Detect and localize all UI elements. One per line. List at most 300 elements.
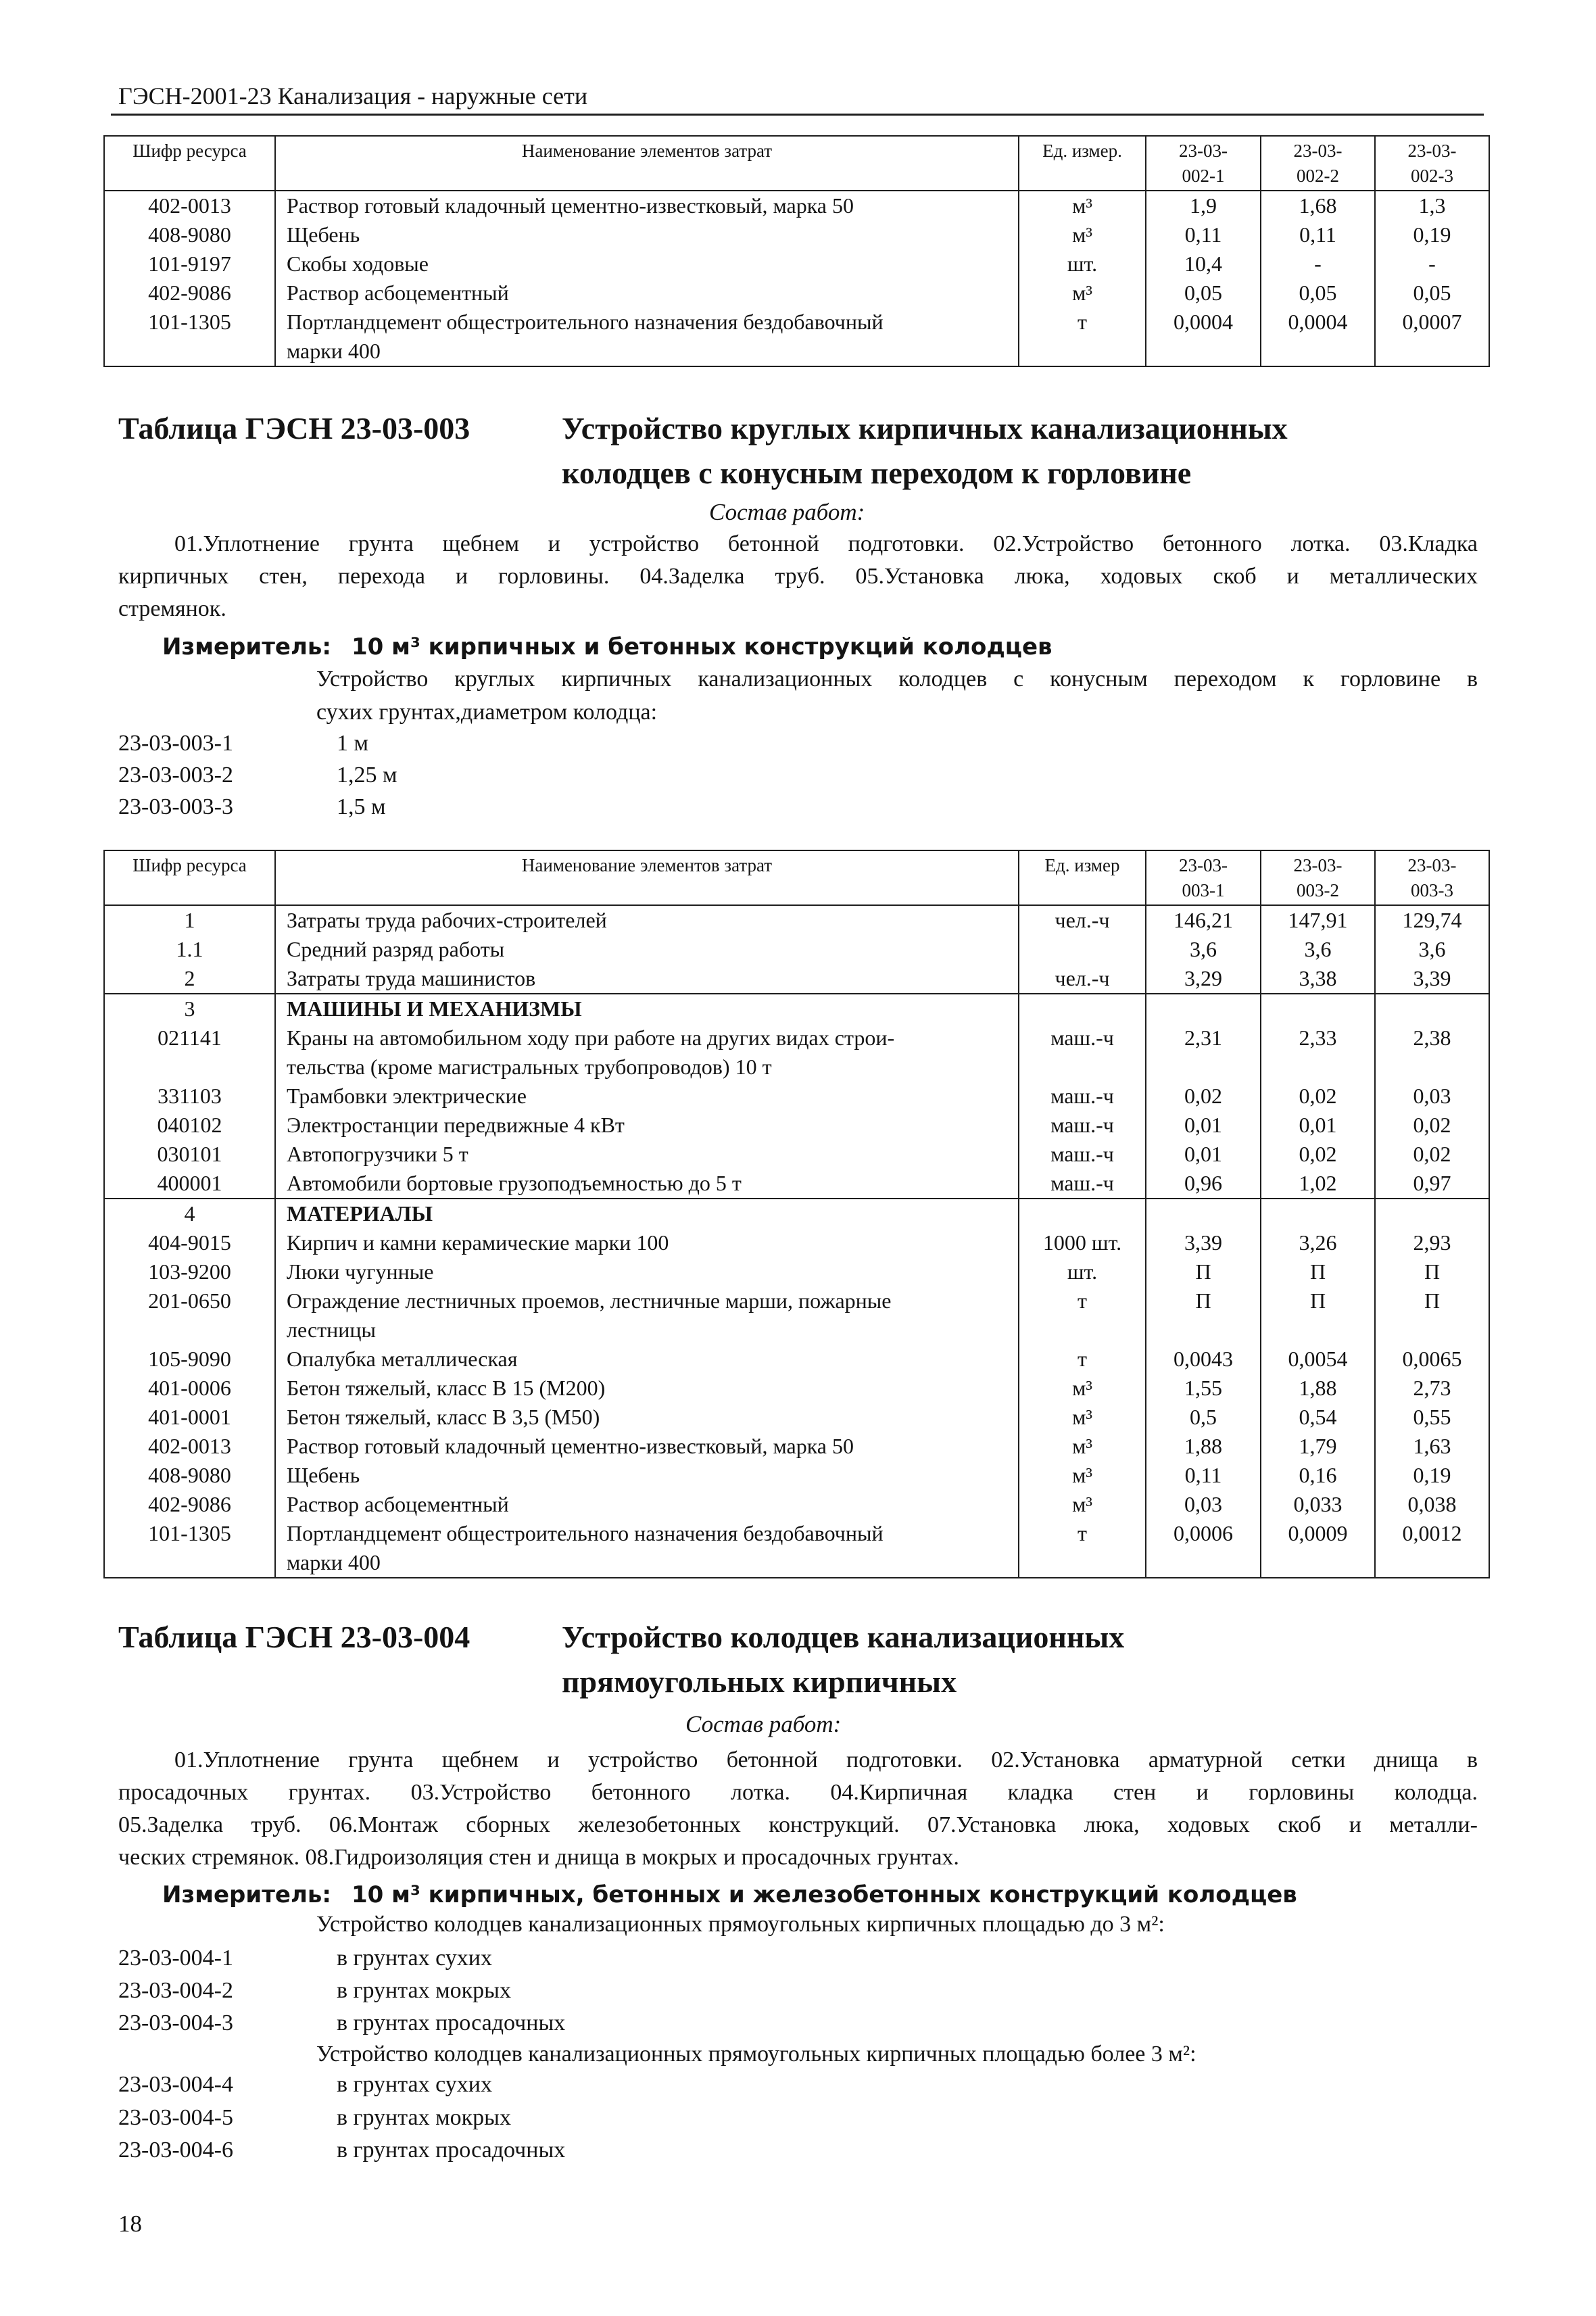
work-composition-label: Состав работ: — [709, 499, 865, 525]
norm-code: 23-03-004-5 — [118, 2105, 233, 2130]
cell-text: 23-03- — [1179, 141, 1228, 161]
name-cell — [274, 935, 1018, 964]
cell-text: маш.-ч — [1050, 1113, 1114, 1137]
value-3-cell — [1374, 1374, 1489, 1403]
name-cell — [274, 1461, 1018, 1490]
value-3-cell — [1374, 1023, 1489, 1082]
name-cell — [274, 1111, 1018, 1140]
value-2-cell — [1260, 220, 1374, 249]
cell-text: Шифр ресурса — [132, 141, 247, 161]
value-3-cell — [1374, 1286, 1489, 1345]
cell-text: П — [1424, 1259, 1441, 1284]
cell-text: 0,0043 — [1174, 1347, 1233, 1371]
cell-text: Люки чугунные — [287, 1259, 434, 1284]
cell-text: Портландцемент общестроительного назначения бездобавочный — [287, 1521, 884, 1545]
cell-text: 0,0006 — [1174, 1521, 1233, 1545]
norm-item — [118, 791, 1267, 823]
code-cell — [105, 1228, 274, 1257]
header-value-3-cell — [1374, 137, 1489, 190]
cell-text: 3,39 — [1413, 966, 1451, 990]
work-description-line: стремянок. — [118, 596, 226, 621]
name-cell — [274, 1519, 1018, 1577]
unit-cell — [1018, 964, 1145, 993]
measure-unit-value: 10 м³ кирпичных, бетонных и железобетонных конструкций колодцев — [352, 1881, 1297, 1908]
cell-text: 400001 — [157, 1171, 222, 1195]
header-value-2-cell — [1260, 851, 1374, 904]
cell-text: 3,39 — [1184, 1230, 1222, 1255]
value-2-cell — [1260, 964, 1374, 993]
cell-text: 0,0007 — [1402, 310, 1462, 334]
cell-text: т — [1078, 1288, 1087, 1313]
cell-text: 408-9080 — [148, 222, 231, 247]
value-1-cell — [1145, 1023, 1260, 1082]
work-description-line: 05.Заделка труб. 06.Монтаж сборных железобетонных конструкций. 07.Установка люка, ходовых скоб и металли- — [118, 1812, 1478, 1837]
value-1-cell — [1145, 1374, 1260, 1403]
norm-item — [118, 1975, 1267, 2007]
cell-text: 129,74 — [1402, 908, 1462, 932]
table-row — [105, 1082, 1489, 1111]
value-1-cell — [1145, 1286, 1260, 1345]
header-name-cell — [274, 137, 1018, 190]
value-3-cell — [1374, 249, 1489, 279]
cell-text: м³ — [1072, 1434, 1092, 1458]
value-3-cell — [1374, 964, 1489, 993]
cell-text: т — [1078, 1347, 1087, 1371]
cell-text: 201-0650 — [148, 1288, 231, 1313]
code-cell — [105, 308, 274, 366]
value-3-cell — [1374, 994, 1489, 1023]
name-cell — [274, 279, 1018, 308]
value-1-cell — [1145, 249, 1260, 279]
norm-item — [118, 759, 1267, 792]
unit-cell — [1018, 906, 1145, 935]
unit-cell — [1018, 1082, 1145, 1111]
cell-text: 0,0012 — [1402, 1521, 1462, 1545]
cell-text: 2,73 — [1413, 1376, 1451, 1400]
cell-text: 003-2 — [1297, 880, 1339, 900]
cell-text: 146,21 — [1174, 908, 1233, 932]
unit-cell — [1018, 1461, 1145, 1490]
unit-cell — [1018, 1490, 1145, 1519]
value-1-cell — [1145, 1228, 1260, 1257]
cell-text: 0,0054 — [1288, 1347, 1348, 1371]
cell-text: Наименование элементов затрат — [521, 855, 773, 875]
value-2-cell — [1260, 1403, 1374, 1432]
code-cell — [105, 906, 274, 935]
table-label: Таблица ГЭСН 23-03-004 — [118, 1620, 470, 1654]
table-row-group — [105, 1199, 1489, 1577]
cell-text — [1264, 994, 1372, 1023]
name-cell — [274, 906, 1018, 935]
cell-text: 1,3 — [1418, 193, 1446, 218]
cell-text: 030101 — [157, 1142, 222, 1166]
cell-text: 23-03- — [1407, 141, 1457, 161]
value-2-cell — [1260, 1286, 1374, 1345]
cell-text: 1,9 — [1190, 193, 1217, 218]
table-row-group — [105, 994, 1489, 1199]
cell-text: П — [1309, 1259, 1326, 1284]
cell-text: шт. — [1067, 251, 1098, 276]
cell-text: 0,11 — [1299, 222, 1336, 247]
value-3-cell — [1374, 1228, 1489, 1257]
cell-text: 0,05 — [1184, 281, 1222, 305]
page-number: 18 — [118, 2211, 142, 2237]
value-3-cell — [1374, 1432, 1489, 1461]
value-1-cell — [1145, 1461, 1260, 1490]
value-1-cell — [1145, 906, 1260, 935]
code-cell — [105, 1403, 274, 1432]
code-cell — [105, 279, 274, 308]
value-3-cell — [1374, 1257, 1489, 1286]
code-cell — [105, 1111, 274, 1140]
cell-text: П — [1195, 1259, 1211, 1284]
table-row — [105, 308, 1489, 366]
value-1-cell — [1145, 1111, 1260, 1140]
table-row — [105, 1345, 1489, 1374]
cell-text: 1,55 — [1184, 1376, 1222, 1400]
name-cell — [274, 220, 1018, 249]
norm-item — [118, 2069, 1267, 2101]
table-row — [105, 1169, 1489, 1198]
code-cell — [105, 1140, 274, 1169]
cell-text: Щебень — [287, 222, 360, 247]
norm-label: в грунтах мокрых — [337, 1978, 511, 2003]
cell-text: - — [1428, 251, 1436, 276]
norm-item — [118, 2102, 1267, 2134]
unit-cell — [1018, 249, 1145, 279]
value-1-cell — [1145, 1432, 1260, 1461]
cell-text: 3,26 — [1299, 1230, 1337, 1255]
cell-text: 0,03 — [1184, 1492, 1222, 1516]
name-cell — [274, 249, 1018, 279]
value-2-cell — [1260, 279, 1374, 308]
value-1-cell — [1145, 1519, 1260, 1577]
unit-cell — [1018, 1286, 1145, 1345]
norm-item — [118, 2007, 1267, 2040]
unit-cell — [1018, 1199, 1145, 1228]
cell-text: 0,11 — [1184, 222, 1222, 247]
cell-text: Раствор асбоцементный — [287, 281, 509, 305]
value-3-cell — [1374, 279, 1489, 308]
norm-label: в грунтах сухих — [337, 1946, 492, 1971]
cell-text: 101-1305 — [148, 1521, 231, 1545]
code-cell — [105, 220, 274, 249]
cell-text: Раствор асбоцементный — [287, 1492, 509, 1516]
value-3-cell — [1374, 1111, 1489, 1140]
cell-text: 401-0006 — [148, 1376, 231, 1400]
value-2-cell — [1260, 1169, 1374, 1198]
cell-text: 0,11 — [1184, 1463, 1222, 1487]
norm-code: 23-03-004-6 — [118, 2138, 233, 2163]
code-cell — [105, 1374, 274, 1403]
value-1-cell — [1145, 1345, 1260, 1374]
code-cell — [105, 1257, 274, 1286]
cell-text: 404-9015 — [148, 1230, 231, 1255]
cell-text: Щебень — [287, 1463, 360, 1487]
value-2-cell — [1260, 1345, 1374, 1374]
cell-text: 0,54 — [1299, 1405, 1337, 1429]
cell-text: 2,31 — [1184, 1026, 1222, 1050]
table-row — [105, 191, 1489, 220]
code-cell — [105, 191, 274, 220]
cell-text: Ед. измер. — [1042, 141, 1122, 161]
name-cell — [274, 1432, 1018, 1461]
table-row — [105, 1490, 1489, 1519]
header-code-cell — [105, 137, 274, 190]
unit-cell — [1018, 1519, 1145, 1577]
cell-text: 401-0001 — [148, 1405, 231, 1429]
name-cell — [274, 1345, 1018, 1374]
norm-item — [118, 727, 1267, 760]
cell-text: 0,02 — [1299, 1084, 1337, 1108]
cell-text — [1378, 994, 1486, 1023]
name-cell — [274, 1374, 1018, 1403]
value-2-cell — [1260, 1199, 1374, 1228]
cell-text: Средний разряд работы — [287, 937, 505, 961]
cell-text: маш.-ч — [1050, 1026, 1114, 1050]
unit-cell — [1018, 1169, 1145, 1198]
value-1-cell — [1145, 279, 1260, 308]
cell-text: м³ — [1072, 193, 1092, 218]
cell-text: марки 400 — [287, 1550, 381, 1574]
norm-label: в грунтах просадочных — [337, 2010, 566, 2035]
cell-text: 23-03- — [1179, 855, 1228, 875]
resource-table-002 — [103, 135, 1490, 367]
unit-cell — [1018, 1403, 1145, 1432]
cell-text: шт. — [1067, 1259, 1098, 1284]
running-header: ГЭСН-2001-23 Канализация - наружные сети — [118, 82, 588, 110]
cell-text: Бетон тяжелый, класс В 15 (М200) — [287, 1376, 606, 1400]
cell-text: 0,96 — [1184, 1171, 1222, 1195]
value-3-cell — [1374, 1403, 1489, 1432]
table-row — [105, 1461, 1489, 1490]
cell-text: чел.-ч — [1055, 966, 1110, 990]
cell-text: 1,63 — [1413, 1434, 1451, 1458]
value-3-cell — [1374, 1519, 1489, 1577]
header-value-3-cell — [1374, 851, 1489, 904]
name-cell — [274, 1023, 1018, 1082]
cell-text: 0,038 — [1407, 1492, 1457, 1516]
table-row — [105, 1432, 1489, 1461]
norm-code: 23-03-004-3 — [118, 2010, 233, 2035]
cell-text: МАТЕРИАЛЫ — [287, 1201, 433, 1226]
work-description-line: просадочных грунтах. 03.Устройство бетонного лотка. 04.Кирпичная кладка стен и горловины колодца. — [118, 1780, 1478, 1805]
measure-unit-line — [162, 632, 1053, 662]
table-row — [105, 249, 1489, 279]
header-unit-cell — [1018, 137, 1145, 190]
cell-text: Трамбовки электрические — [287, 1084, 527, 1108]
unit-cell — [1018, 1374, 1145, 1403]
table-row — [105, 1519, 1489, 1577]
unit-cell — [1018, 1023, 1145, 1082]
value-2-cell — [1260, 1461, 1374, 1490]
cell-text: Электростанции передвижные 4 кВт — [287, 1113, 625, 1137]
cell-text: Краны на автомобильном ходу при работе на других видах строи- — [287, 1026, 895, 1050]
cell-text: 0,19 — [1413, 222, 1451, 247]
cell-text: 23-03- — [1293, 855, 1343, 875]
cell-text: 402-9086 — [148, 281, 231, 305]
name-cell — [274, 1228, 1018, 1257]
value-3-cell — [1374, 935, 1489, 964]
cell-text: 3 — [184, 996, 195, 1021]
cell-text — [1022, 994, 1142, 1023]
cell-text: 0,97 — [1413, 1171, 1451, 1195]
cell-text: 1000 шт. — [1042, 1230, 1122, 1255]
value-1-cell — [1145, 994, 1260, 1023]
name-cell — [274, 1199, 1018, 1228]
cell-text: Опалубка металлическая — [287, 1347, 518, 1371]
name-cell — [274, 1140, 1018, 1169]
norm-label: 1 м — [337, 731, 369, 756]
cell-text: 0,0065 — [1402, 1347, 1462, 1371]
cell-text: м³ — [1072, 281, 1092, 305]
header-unit-cell — [1018, 851, 1145, 904]
name-cell — [274, 191, 1018, 220]
name-cell — [274, 308, 1018, 366]
cell-text: 23-03- — [1407, 855, 1457, 875]
table-header-row — [105, 137, 1489, 191]
cell-text: м³ — [1072, 1376, 1092, 1400]
measure-unit-line — [162, 1880, 1297, 1910]
cell-text: Ед. измер — [1044, 855, 1120, 875]
value-2-cell — [1260, 1111, 1374, 1140]
value-2-cell — [1260, 308, 1374, 366]
work-description-line: 01.Уплотнение грунта щебнем и устройство бетонной подготовки. 02.Установка арматурной сетки днища в — [174, 1747, 1478, 1772]
cell-text: 002-2 — [1297, 166, 1339, 186]
cell-text: 003-3 — [1411, 880, 1453, 900]
cell-text: 0,05 — [1413, 281, 1451, 305]
table-row — [105, 1403, 1489, 1432]
cell-text: Ограждение лестничных проемов, лестничные марши, пожарные — [287, 1288, 892, 1313]
norm-description-line: Устройство колодцев канализационных прямоугольных кирпичных площадью до 3 м²: — [316, 1912, 1165, 1937]
header-code-cell — [105, 851, 274, 904]
cell-text: 0,02 — [1413, 1113, 1451, 1137]
cell-text: 0,5 — [1190, 1405, 1217, 1429]
cell-text: 408-9080 — [148, 1463, 231, 1487]
value-3-cell — [1374, 1140, 1489, 1169]
cell-text: тельства (кроме магистральных трубопроводов) 10 т — [287, 1055, 772, 1079]
cell-text: 0,0009 — [1288, 1521, 1348, 1545]
cell-text: 1,68 — [1299, 193, 1337, 218]
unit-cell — [1018, 279, 1145, 308]
header-value-1-cell — [1145, 851, 1260, 904]
table-row — [105, 935, 1489, 964]
cell-text: 0,02 — [1184, 1084, 1222, 1108]
unit-cell — [1018, 1228, 1145, 1257]
norm-description-line: сухих грунтах,диаметром колодца: — [316, 700, 658, 725]
cell-text: 0,03 — [1413, 1084, 1451, 1108]
cell-text: 3,6 — [1304, 937, 1332, 961]
header-value-1-cell — [1145, 137, 1260, 190]
cell-text: 0,01 — [1184, 1113, 1222, 1137]
cell-text: маш.-ч — [1050, 1142, 1114, 1166]
cell-text — [1149, 1199, 1257, 1228]
value-1-cell — [1145, 1082, 1260, 1111]
cell-text: 101-1305 — [148, 310, 231, 334]
cell-text: 147,91 — [1288, 908, 1348, 932]
cell-text: 0,19 — [1413, 1463, 1451, 1487]
norm-item — [118, 1942, 1267, 1975]
work-description-line: ческих стремянок. 08.Гидроизоляция стен и днища в мокрых и просадочных грунтах. — [118, 1845, 959, 1870]
cell-text: 0,02 — [1413, 1142, 1451, 1166]
code-cell — [105, 1082, 274, 1111]
table-row — [105, 1374, 1489, 1403]
cell-text: П — [1195, 1288, 1211, 1313]
unit-cell — [1018, 220, 1145, 249]
cell-text: м³ — [1072, 1405, 1092, 1429]
cell-text: 10,4 — [1184, 251, 1222, 276]
unit-cell — [1018, 308, 1145, 366]
value-2-cell — [1260, 1082, 1374, 1111]
cell-text: 101-9197 — [148, 251, 231, 276]
cell-text: 0,033 — [1293, 1492, 1343, 1516]
cell-text: 0,02 — [1299, 1142, 1337, 1166]
cell-text — [1022, 935, 1142, 964]
value-2-cell — [1260, 906, 1374, 935]
table-title: прямоугольных кирпичных — [562, 1664, 957, 1699]
norm-label: в грунтах просадочных — [337, 2138, 566, 2163]
value-1-cell — [1145, 220, 1260, 249]
name-cell — [274, 1082, 1018, 1111]
measure-unit-label: Измеритель: — [162, 633, 331, 660]
cell-text: 103-9200 — [148, 1259, 231, 1284]
cell-text: Кирпич и камни керамические марки 100 — [287, 1230, 669, 1255]
cell-text: 1,88 — [1299, 1376, 1337, 1400]
table-row — [105, 220, 1489, 249]
value-2-cell — [1260, 994, 1374, 1023]
table-row-group — [105, 191, 1489, 366]
cell-text: МАШИНЫ И МЕХАНИЗМЫ — [287, 996, 582, 1021]
value-3-cell — [1374, 1345, 1489, 1374]
cell-text: 0,16 — [1299, 1463, 1337, 1487]
name-cell — [274, 1257, 1018, 1286]
cell-text: м³ — [1072, 1492, 1092, 1516]
cell-text: 0,01 — [1299, 1113, 1337, 1137]
value-2-cell — [1260, 1490, 1374, 1519]
cell-text: марки 400 — [287, 339, 381, 363]
cell-text — [1264, 1199, 1372, 1228]
cell-text: 402-0013 — [148, 1434, 231, 1458]
table-row — [105, 1286, 1489, 1345]
norm-code: 23-03-003-2 — [118, 763, 233, 788]
table-row — [105, 279, 1489, 308]
cell-text: 23-03- — [1293, 141, 1343, 161]
cell-text: 3,38 — [1299, 966, 1337, 990]
table-row — [105, 906, 1489, 935]
value-1-cell — [1145, 1403, 1260, 1432]
cell-text: Скобы ходовые — [287, 251, 429, 276]
name-cell — [274, 994, 1018, 1023]
cell-text: 2,33 — [1299, 1026, 1337, 1050]
code-cell — [105, 249, 274, 279]
cell-text: Шифр ресурса — [132, 855, 247, 875]
norm-code: 23-03-004-2 — [118, 1978, 233, 2003]
value-1-cell — [1145, 308, 1260, 366]
code-cell — [105, 1345, 274, 1374]
table-header-row — [105, 851, 1489, 906]
cell-text — [1022, 1199, 1142, 1228]
value-1-cell — [1145, 1199, 1260, 1228]
code-cell — [105, 935, 274, 964]
norm-code: 23-03-004-1 — [118, 1946, 233, 1971]
unit-cell — [1018, 191, 1145, 220]
table-row — [105, 964, 1489, 993]
cell-text: 3,6 — [1190, 937, 1217, 961]
table-row-group — [105, 906, 1489, 994]
cell-text: Бетон тяжелый, класс В 3,5 (М50) — [287, 1405, 600, 1429]
cell-text: лестницы — [287, 1318, 377, 1342]
value-2-cell — [1260, 1374, 1374, 1403]
